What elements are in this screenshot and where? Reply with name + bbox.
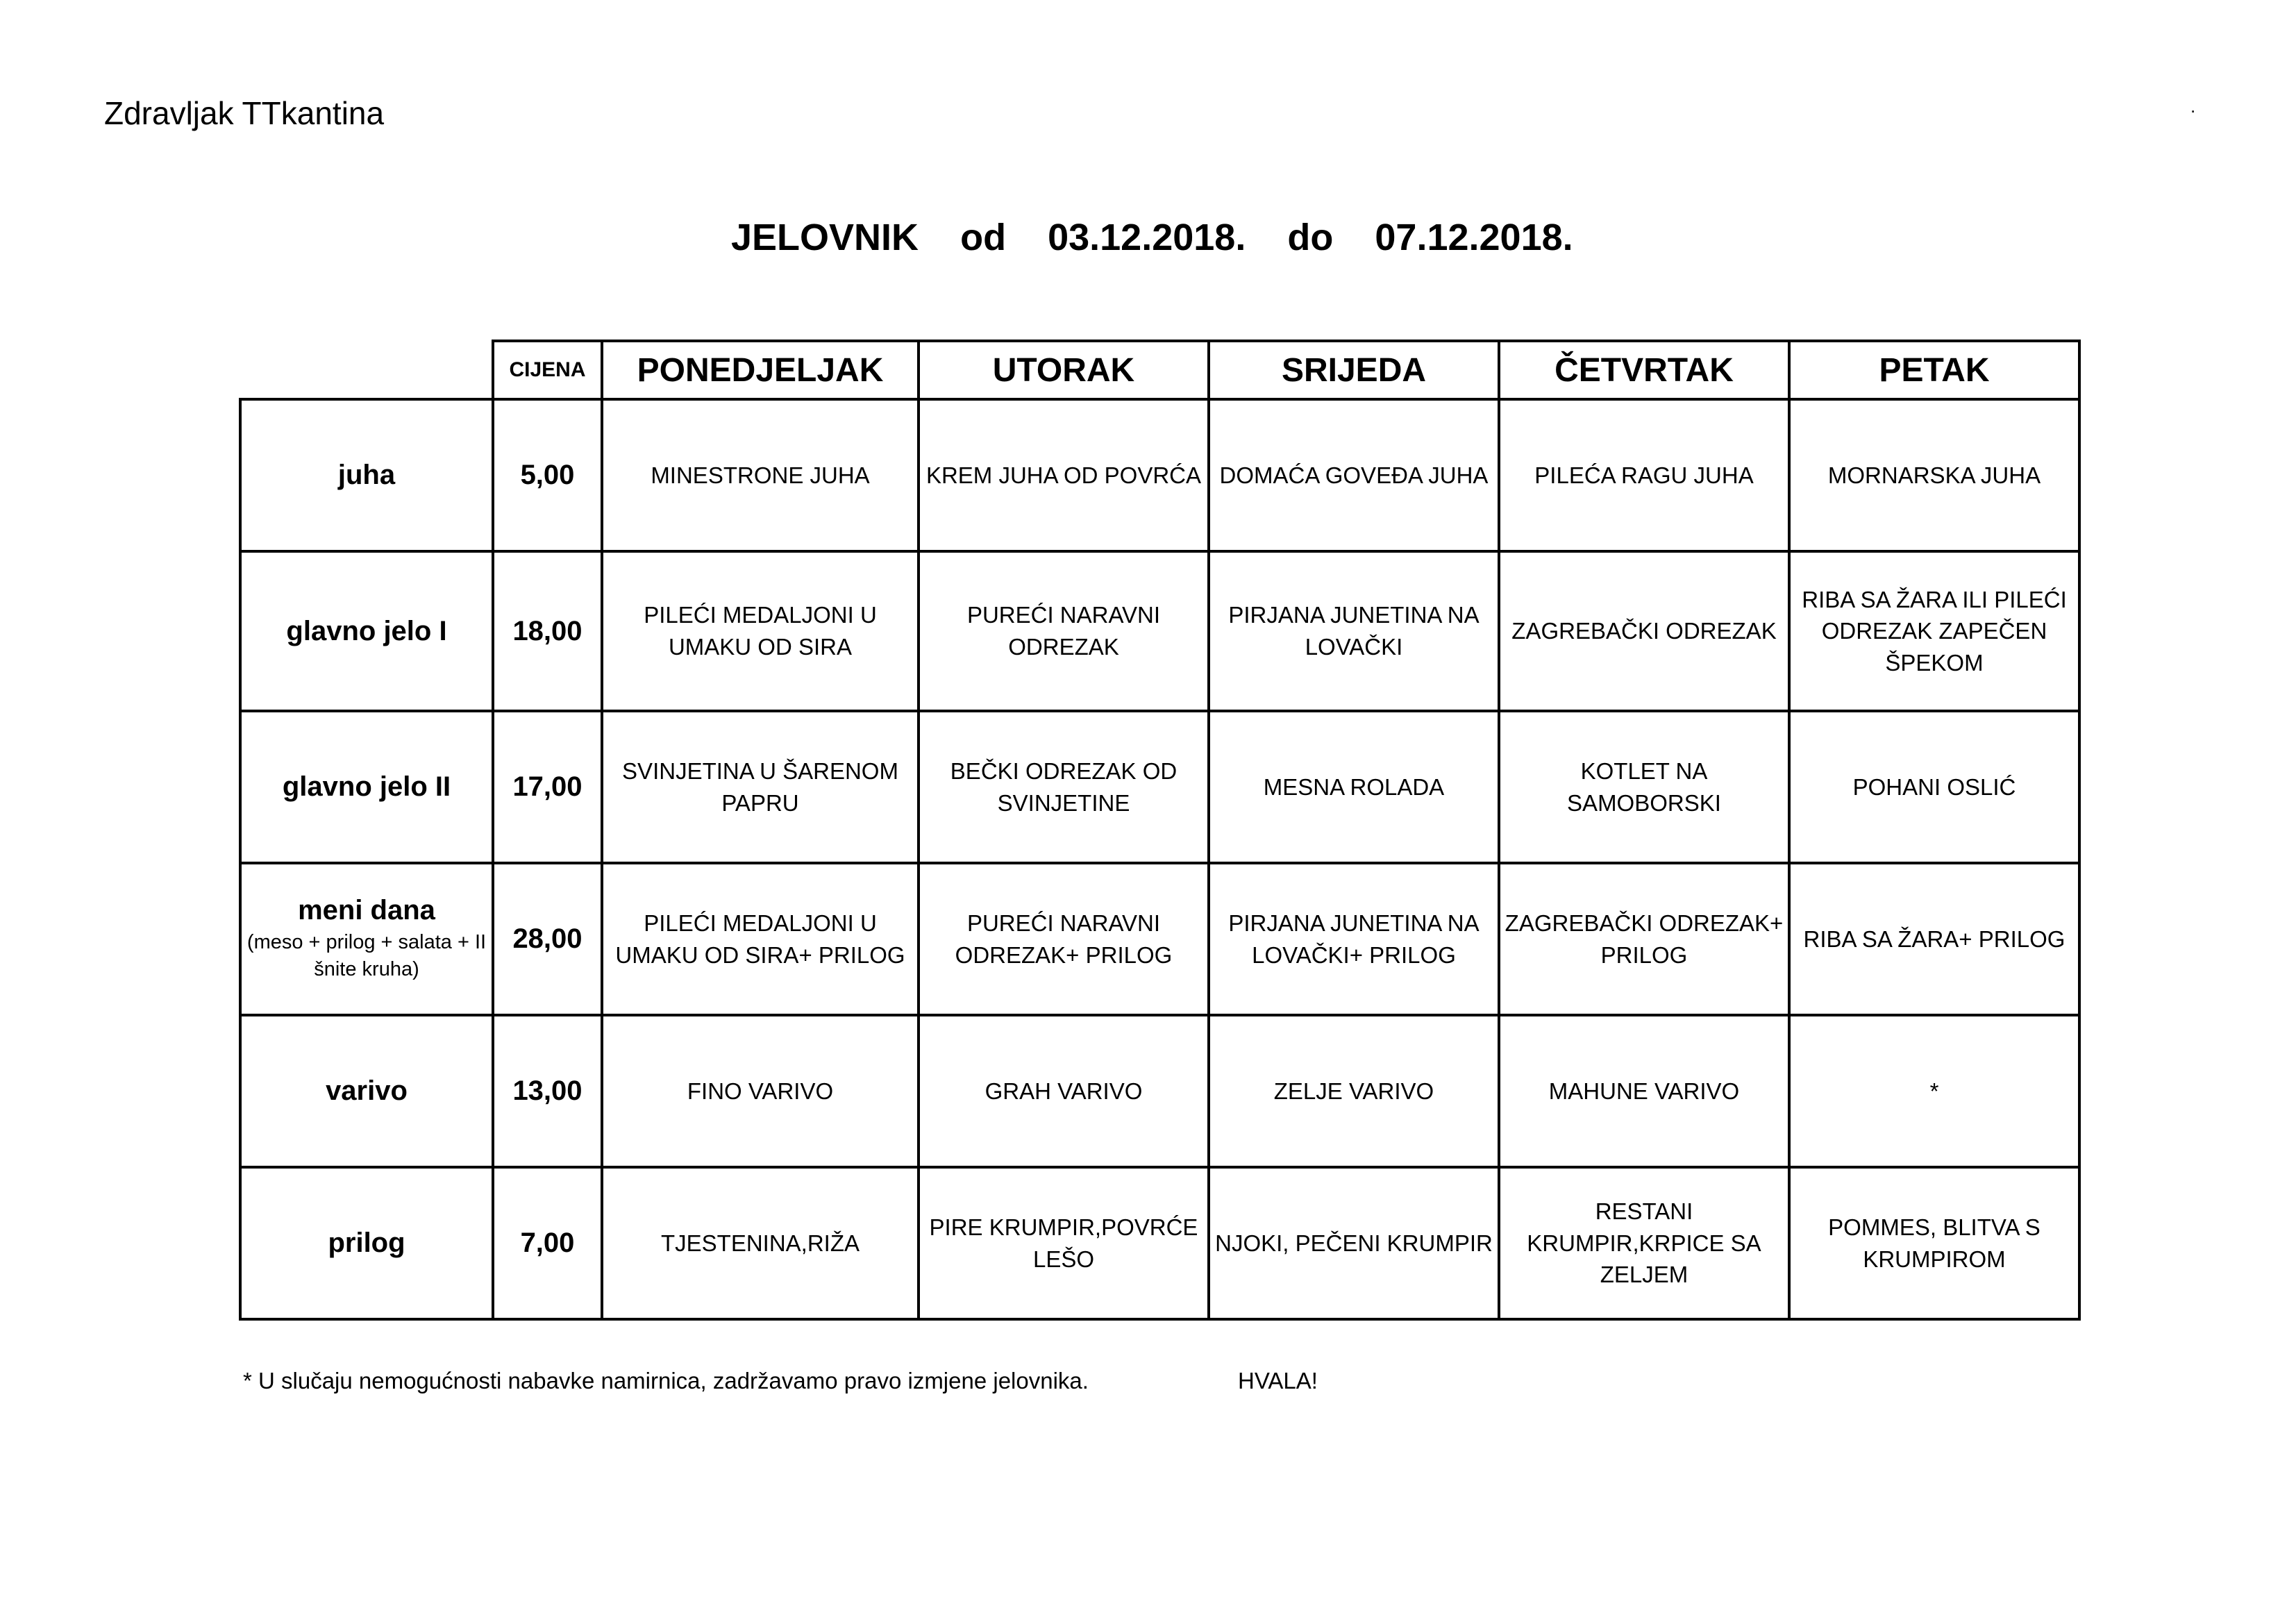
dish-cell: MORNARSKA JUHA (1789, 399, 2079, 551)
table-row-glavno-jelo-2 (240, 711, 2079, 863)
dish-cell: MINESTRONE JUHA (602, 399, 919, 551)
category-name: glavno jelo II (282, 771, 451, 802)
price-column-header: CIJENA (493, 341, 602, 399)
dish-cell: PILEĆI MEDALJONI U UMAKU OD SIRA+ PRILOG (602, 863, 919, 1015)
category-cell (240, 399, 493, 551)
title-from-word: od (960, 217, 1007, 258)
category-cell (240, 1167, 493, 1319)
day-header-wednesday: SRIJEDA (1209, 341, 1499, 399)
category-cell (240, 863, 493, 1015)
dish-cell: FINO VARIVO (602, 1015, 919, 1167)
dish-cell: ZAGREBAČKI ODREZAK+ PRILOG (1499, 863, 1789, 1015)
category-name: glavno jelo I (286, 615, 447, 646)
table-row-prilog (240, 1167, 2079, 1319)
dish-cell: KOTLET NA SAMOBORSKI (1499, 711, 1789, 863)
table-row-meni-dana (240, 863, 2079, 1015)
dish-cell: ZAGREBAČKI ODREZAK (1499, 551, 1789, 711)
dish-cell: PUREĆI NARAVNI ODREZAK+ PRILOG (919, 863, 1209, 1015)
table-row-juha (240, 399, 2079, 551)
price-cell: 17,00 (493, 711, 602, 863)
thanks-text: HVALA! (1238, 1368, 1318, 1393)
category-note: (meso + prilog + salata + II šnite kruha) (246, 930, 487, 980)
title-from-date: 03.12.2018. (1048, 217, 1246, 258)
dish-cell: PILEĆA RAGU JUHA (1499, 399, 1789, 551)
dish-cell: PIRE KRUMPIR,POVRĆE LEŠO (919, 1167, 1209, 1319)
price-cell: 28,00 (493, 863, 602, 1015)
category-cell (240, 1015, 493, 1167)
category-name: prilog (328, 1228, 405, 1258)
dish-cell: RESTANI KRUMPIR,KRPICE SA ZELJEM (1499, 1167, 1789, 1319)
category-name: varivo (326, 1075, 408, 1106)
price-cell: 5,00 (493, 399, 602, 551)
table-row-glavno-jelo-1 (240, 551, 2079, 711)
dish-cell: KREM JUHA OD POVRĆA (919, 399, 1209, 551)
dish-cell: RIBA SA ŽARA+ PRILOG (1789, 863, 2079, 1015)
dish-cell: POHANI OSLIĆ (1789, 711, 2079, 863)
category-cell (240, 551, 493, 711)
day-header-friday: PETAK (1789, 341, 2079, 399)
day-header-monday: PONEDJELJAK (602, 341, 919, 399)
dish-cell: * (1789, 1015, 2079, 1167)
corner-mark: . (2190, 96, 2196, 117)
dish-cell: MAHUNE VARIVO (1499, 1015, 1789, 1167)
dish-cell: POMMES, BLITVA S KRUMPIROM (1789, 1167, 2079, 1319)
footnote: * U slučaju nemogućnosti nabavke namirnica, zadržavamo pravo izmjene jelovnika. (243, 1368, 1089, 1393)
price-cell: 18,00 (493, 551, 602, 711)
day-header-tuesday: UTORAK (919, 341, 1209, 399)
table-row-varivo (240, 1015, 2079, 1167)
menu-table (239, 340, 2081, 1321)
header-row (240, 341, 2079, 399)
title-to-word: do (1287, 217, 1334, 258)
organization-name: Zdravljak TTkantina (104, 95, 385, 131)
title-label: JELOVNIK (731, 217, 919, 258)
category-cell (240, 711, 493, 863)
dish-cell: NJOKI, PEČENI KRUMPIR (1209, 1167, 1499, 1319)
dish-cell: PILEĆI MEDALJONI U UMAKU OD SIRA (602, 551, 919, 711)
price-cell: 7,00 (493, 1167, 602, 1319)
dish-cell: SVINJETINA U ŠARENOM PAPRU (602, 711, 919, 863)
dish-cell: ZELJE VARIVO (1209, 1015, 1499, 1167)
day-header-thursday: ČETVRTAK (1499, 341, 1789, 399)
dish-cell: DOMAĆA GOVEĐA JUHA (1209, 399, 1499, 551)
dish-cell: PUREĆI NARAVNI ODREZAK (919, 551, 1209, 711)
category-name: juha (337, 460, 396, 490)
category-name: meni dana (298, 894, 435, 926)
dish-cell: BEČKI ODREZAK OD SVINJETINE (919, 711, 1209, 863)
dish-cell: RIBA SA ŽARA ILI PILEĆI ODREZAK ZAPEČEN ŠPEKOM (1789, 551, 2079, 711)
page-title (731, 219, 1573, 256)
title-to-date: 07.12.2018. (1375, 217, 1573, 258)
dish-cell: GRAH VARIVO (919, 1015, 1209, 1167)
dish-cell: PIRJANA JUNETINA NA LOVAČKI+ PRILOG (1209, 863, 1499, 1015)
dish-cell: MESNA ROLADA (1209, 711, 1499, 863)
dish-cell: TJESTENINA,RIŽA (602, 1167, 919, 1319)
price-cell: 13,00 (493, 1015, 602, 1167)
corner-cell (240, 341, 493, 399)
dish-cell: PIRJANA JUNETINA NA LOVAČKI (1209, 551, 1499, 711)
